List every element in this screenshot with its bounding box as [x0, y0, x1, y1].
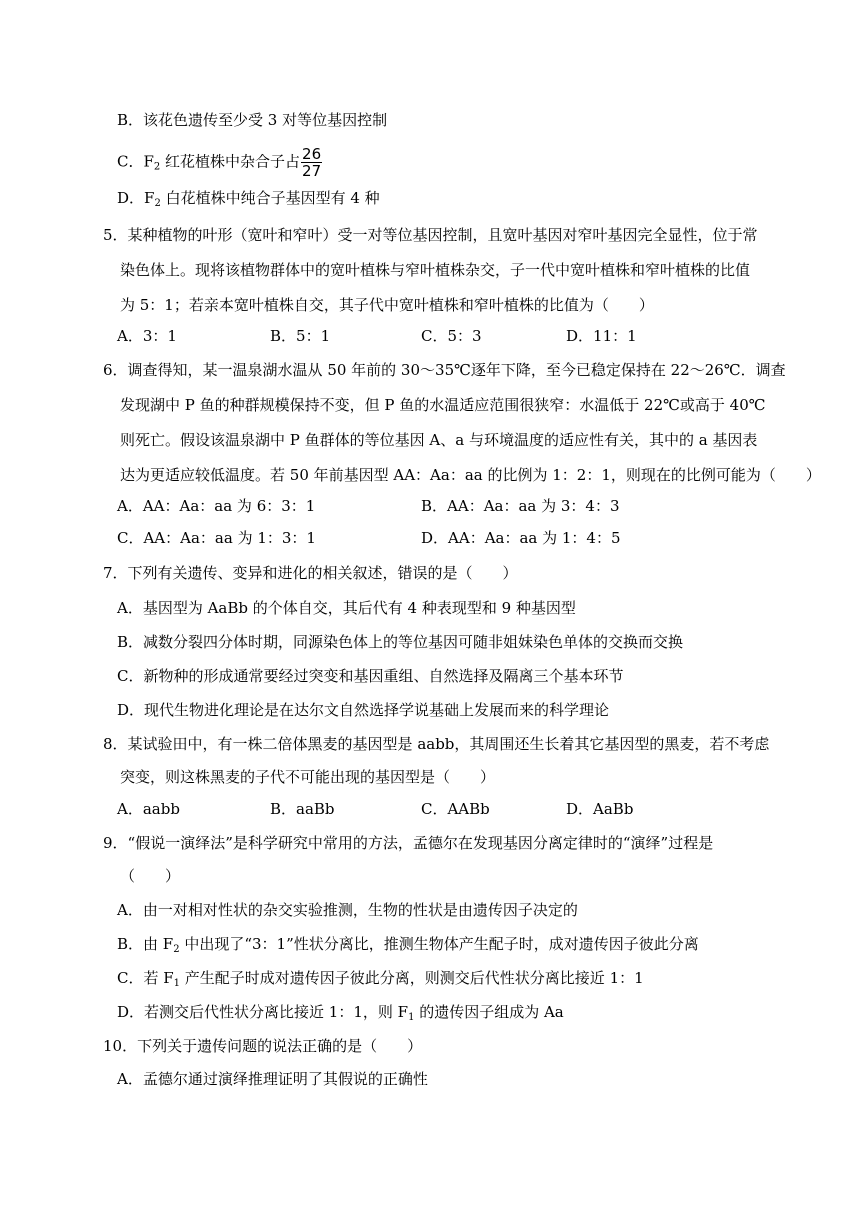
q4-option-c-subscript: 2: [153, 161, 161, 173]
fraction-denominator: 27: [302, 162, 322, 180]
q4-option-d: [117, 188, 380, 208]
q6-stem-line3: 则死亡。假设该温泉湖中 P 鱼群体的等位基因 A、a 与环境温度的适应性有关，其中的 a 基因表: [120, 431, 758, 449]
q10-option-a: A．孟德尔通过演绎推理证明了其假说的正确性: [117, 1070, 428, 1088]
q6-stem-line2: 发现湖中 P 鱼的种群规模保持不变，但 P 鱼的水温适应范围很狭窄：水温低于 22℃或高于 40℃: [120, 396, 766, 414]
q5-option-b: B．5：1: [270, 327, 331, 345]
q5-stem-line1: 5．某种植物的叶形（宽叶和窄叶）受一对等位基因控制，且宽叶基因对窄叶基因完全显性，位于常: [103, 226, 758, 244]
q9-stem-line2: （ ）: [120, 867, 181, 885]
q9-option-c-subscript: 1: [173, 978, 181, 989]
q4-option-d-subscript: 2: [154, 198, 161, 209]
q7-option-c: C．新物种的形成通常要经过突变和基因重组、自然选择及隔离三个基本环节: [117, 667, 624, 685]
q9-option-a: A．由一对相对性状的杂交实验推测，生物的性状是由遗传因子决定的: [117, 901, 578, 919]
fraction: [301, 146, 322, 179]
q9-option-b-text: 中出现了“3：1”性状分离比，推测生物体产生配子时，成对遗传因子彼此分离: [179, 935, 699, 953]
q9-option-d-subscript: 1: [408, 1012, 415, 1023]
q9-option-c-text: 产生配子时成对遗传因子彼此分离，则测交后代性状分离比接近 1：1: [180, 969, 644, 987]
q8-option-d: D．AaBb: [566, 800, 634, 818]
q8-option-a: A．aabb: [117, 800, 180, 818]
q9-option-b-subscript: 2: [173, 944, 180, 955]
q4-option-c-text: 红花植株中杂合子占: [160, 152, 301, 171]
q6-option-b: B．AA：Aa：aa 为 3：4：3: [421, 497, 620, 515]
q9-option-d: [117, 1002, 564, 1022]
q4-option-b: B．该花色遗传至少受 3 对等位基因控制: [117, 111, 388, 129]
q10-stem: 10．下列关于遗传问题的说法正确的是（ ）: [103, 1037, 423, 1055]
q6-stem-line4: 达为更适应较低温度。若 50 年前基因型 AA：Aa：aa 的比例为 1：2：1，则现在的比例可能为（ ）: [120, 466, 821, 484]
q4-option-c-prefix: C．F: [117, 152, 154, 171]
q7-option-a: A．基因型为 AaBb 的个体自交，其后代有 4 种表现型和 9 种基因型: [117, 599, 576, 617]
q5-option-a: A．3：1: [117, 327, 177, 345]
q6-option-a: A．AA：Aa：aa 为 6：3：1: [117, 497, 316, 515]
q5-stem-line2: 染色体上。现将该植物群体中的宽叶植株与窄叶植株杂交，子一代中宽叶植株和窄叶植株的比值: [120, 261, 751, 279]
q9-stem-line1: 9．“假说一演绎法”是科学研究中常用的方法，孟德尔在发现基因分离定律时的“演绎”过程是: [103, 834, 714, 852]
q9-option-d-text: 的遗传因子组成为 Aa: [414, 1003, 564, 1021]
q5-stem-line3: 为 5：1；若亲本宽叶植株自交，其子代中宽叶植株和窄叶植株的比值为（ ）: [120, 296, 654, 314]
q5-option-d: D．11：1: [566, 327, 637, 345]
q9-option-c-prefix: C．若 F: [117, 969, 174, 987]
q8-option-c: C．AABb: [421, 800, 490, 818]
q9-option-c: [117, 968, 644, 988]
q6-option-c: C．AA：Aa：aa 为 1：3：1: [117, 529, 316, 547]
fraction-numerator: 26: [302, 145, 322, 163]
q9-option-d-prefix: D．若测交后代性状分离比接近 1：1，则 F: [117, 1003, 409, 1021]
q8-stem-line1: 8．某试验田中，有一株二倍体黑麦的基因型是 aabb，其周围还生长着其它基因型的黑麦，若不考虑: [103, 735, 770, 753]
q5-option-c: C．5：3: [421, 327, 482, 345]
q9-option-b-prefix: B．由 F: [117, 935, 174, 953]
q7-stem: 7．下列有关遗传、变异和进化的相关叙述，错误的是（ ）: [103, 564, 518, 582]
q8-option-b: B．aaBb: [270, 800, 335, 818]
q4-option-d-text: 白花植株中纯合子基因型有 4 种: [160, 189, 380, 207]
q6-option-d: D．AA：Aa：aa 为 1：4：5: [421, 529, 621, 547]
q7-option-b: B．减数分裂四分体时期，同源染色体上的等位基因可随非姐妹染色单体的交换而交换: [117, 633, 684, 651]
q6-stem-line1: 6．调查得知，某一温泉湖水温从 50 年前的 30～35℃逐年下降，至今已稳定保持在 22～26℃．调查: [103, 361, 786, 379]
q7-option-d: D．现代生物进化理论是在达尔文自然选择学说基础上发展而来的科学理论: [117, 701, 610, 719]
q9-option-b: [117, 934, 699, 954]
q4-option-c: [117, 146, 322, 179]
q8-stem-line2: 突变，则这株黑麦的子代不可能出现的基因型是（ ）: [120, 768, 496, 786]
q4-option-d-prefix: D．F: [117, 189, 155, 207]
